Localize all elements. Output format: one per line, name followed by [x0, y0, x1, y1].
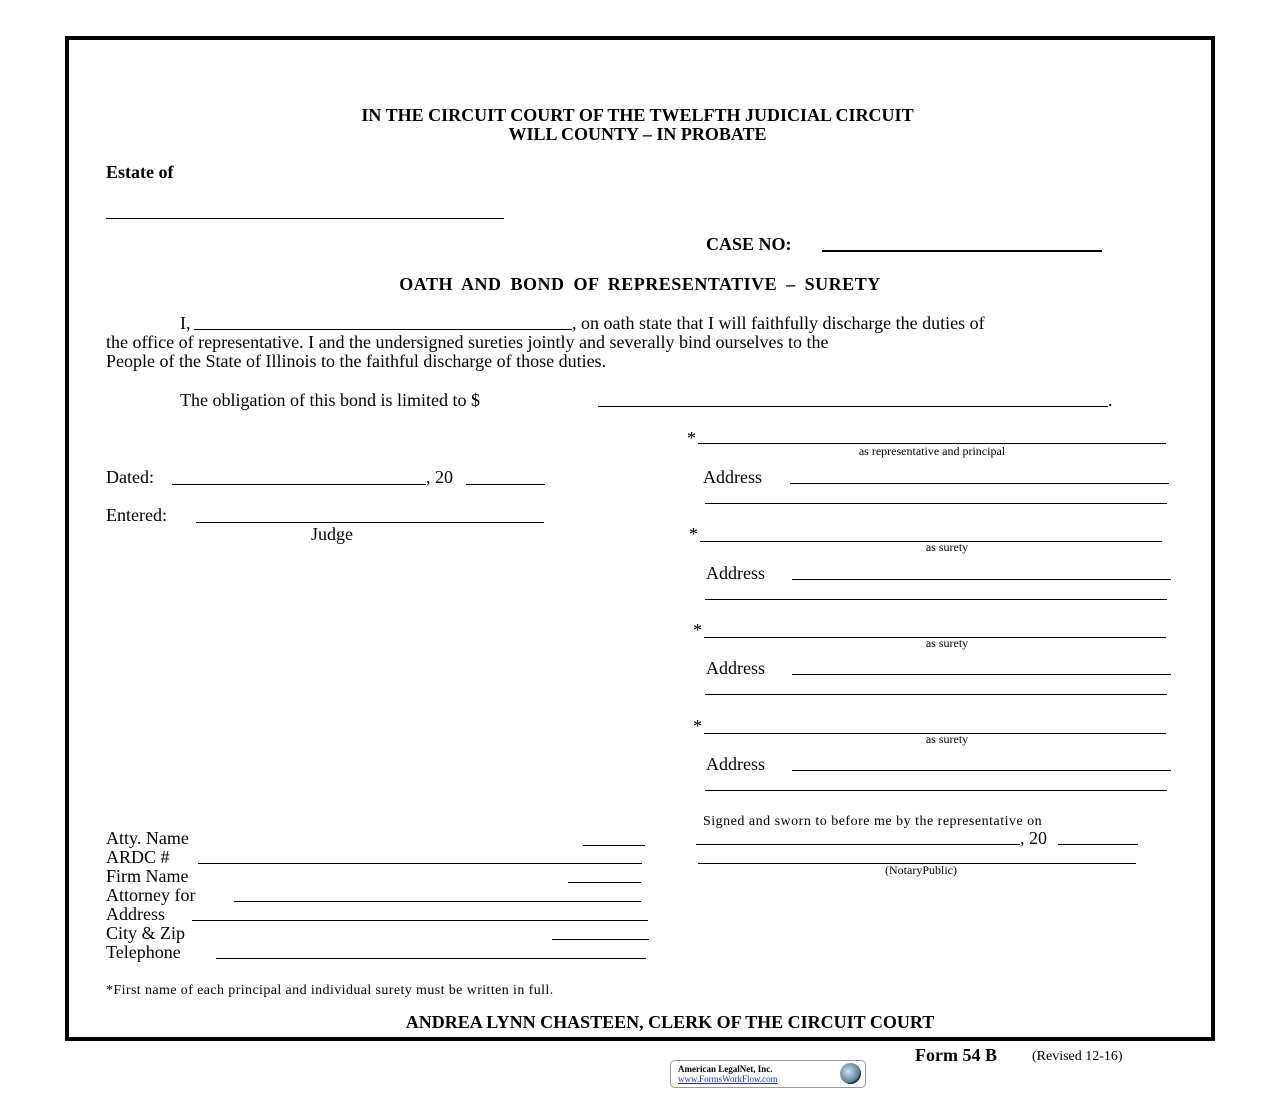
firm-name-label: Firm Name [106, 866, 189, 886]
court-header-line2: WILL COUNTY – IN PROBATE [508, 124, 767, 144]
atty-name-field[interactable] [583, 845, 645, 846]
logo-url[interactable]: www.FormsWorkFlow.com [678, 1074, 778, 1084]
estate-label: Estate of [106, 162, 174, 182]
form-revised: (Revised 12-16) [1032, 1049, 1123, 1064]
attorney-for-label: Attorney for [106, 885, 196, 905]
logo-name: American LegalNet, Inc. [678, 1064, 773, 1074]
representative-name-field[interactable] [194, 329, 572, 330]
signer-star: * [693, 716, 702, 736]
ardc-field[interactable] [198, 863, 642, 864]
address-field-2[interactable] [705, 503, 1167, 504]
notary-date-field[interactable] [696, 844, 1020, 845]
notary-year-label: , 20 [1020, 828, 1047, 848]
oath-text-1: , on oath state that I will faithfully discharge the duties of [572, 313, 985, 333]
obligation-text: The obligation of this bond is limited to $ [180, 390, 480, 410]
dated-year-field[interactable] [466, 484, 545, 485]
atty-name-label: Atty. Name [106, 828, 189, 848]
telephone-field[interactable] [216, 958, 646, 959]
case-no-field[interactable] [822, 250, 1102, 252]
oath-text-3: People of the State of Illinois to the faithful discharge of those duties. [106, 351, 607, 371]
atty-address-field[interactable] [192, 920, 648, 921]
globe-icon [840, 1063, 861, 1084]
address-field[interactable] [790, 483, 1169, 484]
address-field-2[interactable] [705, 790, 1167, 791]
signer-caption: as surety [925, 540, 969, 554]
address-label: Address [703, 467, 762, 487]
obligation-end: . [1108, 390, 1113, 410]
atty-address-label: Address [106, 904, 165, 924]
form-title: OATH AND BOND OF REPRESENTATIVE – SURETY [399, 274, 881, 294]
notary-text: Signed and sworn to before me by the representative on [703, 814, 1043, 829]
notary-caption: (NotaryPublic) [885, 863, 957, 877]
city-zip-label: City & Zip [106, 923, 186, 943]
address-label: Address [706, 658, 765, 678]
bond-amount-field[interactable] [598, 406, 1108, 407]
judge-label: Judge [311, 524, 353, 544]
signer-caption: as surety [925, 636, 969, 650]
entered-label: Entered: [106, 505, 167, 525]
dated-field[interactable] [172, 484, 426, 485]
address-label: Address [706, 563, 765, 583]
estate-name-field[interactable] [106, 218, 504, 219]
oath-start: I, [180, 313, 191, 333]
signer-star: * [689, 524, 698, 544]
signer-star: * [693, 620, 702, 640]
address-field[interactable] [792, 579, 1171, 580]
clerk-name: ANDREA LYNN CHASTEEN, CLERK OF THE CIRCUIT COURT [405, 1012, 935, 1032]
judge-signature-field[interactable] [196, 522, 544, 523]
signer-star: * [687, 428, 696, 448]
dated-label: Dated: [106, 467, 154, 487]
ardc-label: ARDC # [106, 847, 170, 867]
form-border [65, 36, 1215, 1041]
footnote: *First name of each principal and individual surety must be written in full. [106, 983, 554, 998]
dated-year-label: , 20 [426, 467, 453, 487]
address-label: Address [706, 754, 765, 774]
americanlegalnet-logo[interactable] [670, 1060, 866, 1088]
address-field[interactable] [792, 770, 1171, 771]
city-zip-field[interactable] [552, 939, 649, 940]
firm-name-field[interactable] [568, 882, 641, 883]
signer-caption: as surety [925, 732, 969, 746]
court-header-line1: IN THE CIRCUIT COURT OF THE TWELFTH JUDICIAL CIRCUIT [361, 105, 914, 125]
oath-text-2: the office of representative. I and the undersigned sureties jointly and severally bind ourselves to the [106, 332, 829, 352]
address-field-2[interactable] [705, 694, 1167, 695]
address-field[interactable] [792, 674, 1171, 675]
address-field-2[interactable] [705, 599, 1167, 600]
telephone-label: Telephone [106, 942, 181, 962]
case-no-label: CASE NO: [706, 234, 792, 254]
form-number: Form 54 B [915, 1045, 997, 1065]
signer-caption: as representative and principal [858, 444, 1006, 458]
notary-year-field[interactable] [1058, 844, 1138, 845]
attorney-for-field[interactable] [234, 901, 641, 902]
